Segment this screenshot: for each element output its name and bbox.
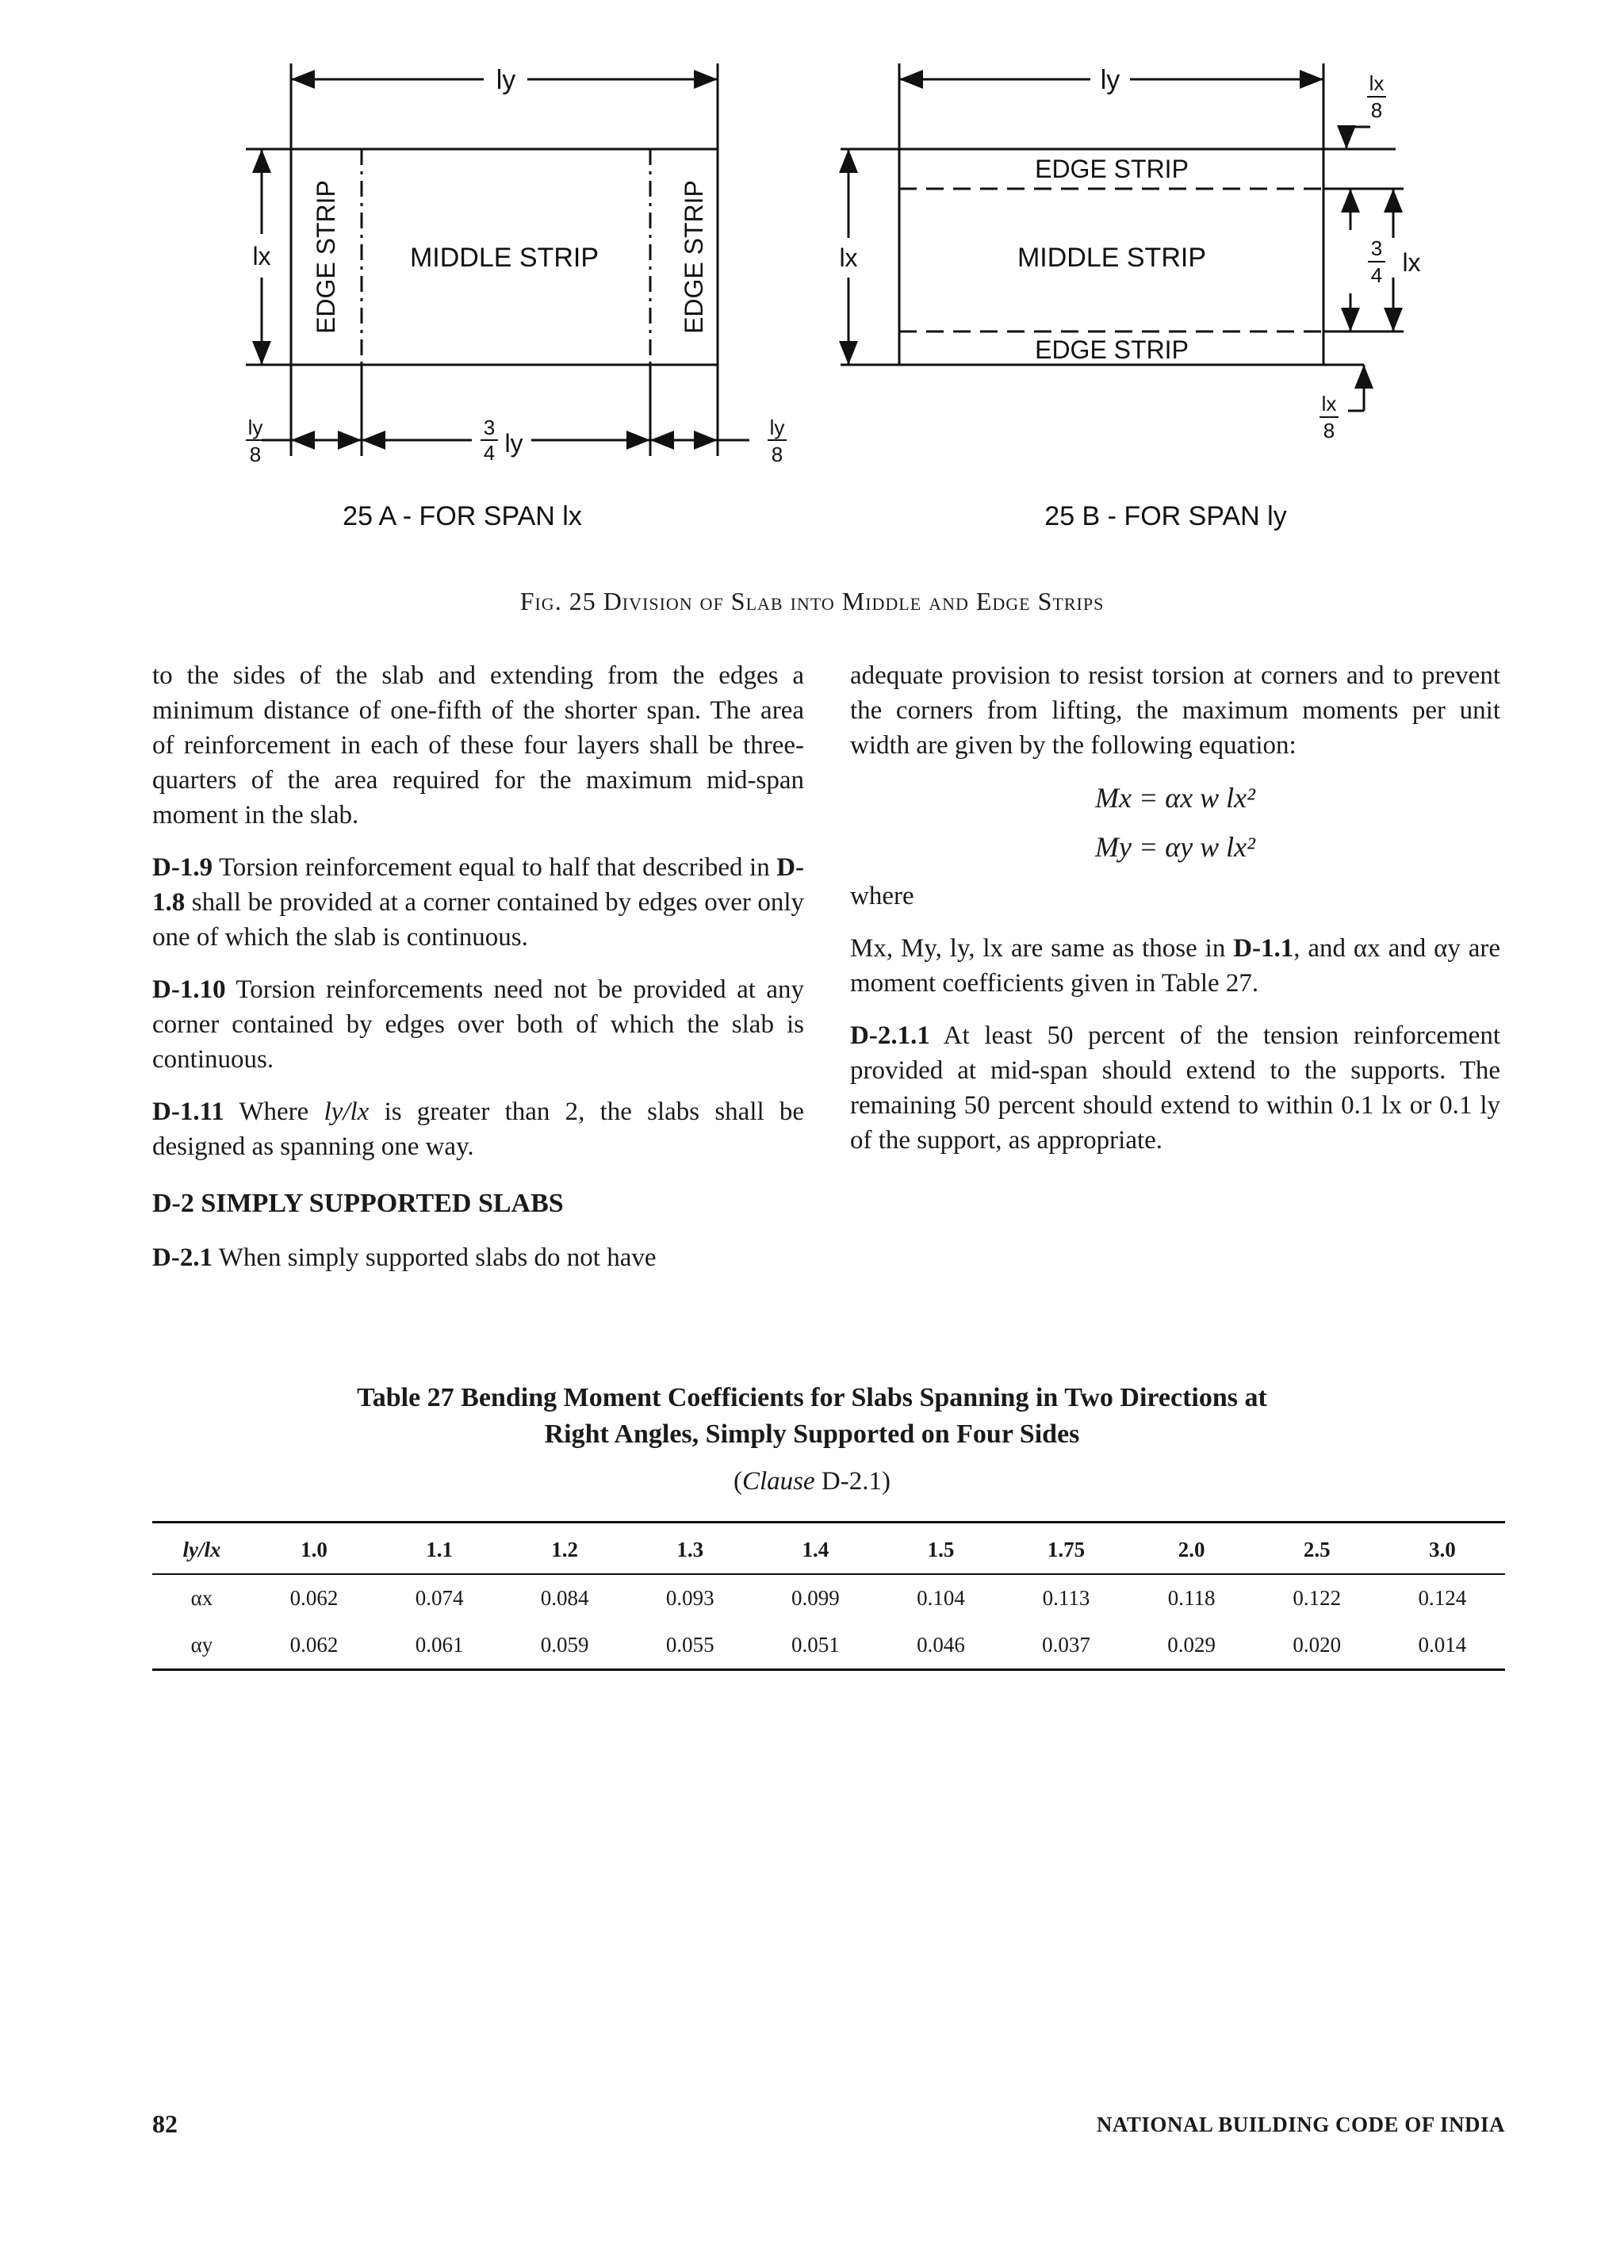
frac-4-b: 4: [1370, 263, 1383, 287]
table-row: [152, 1574, 1505, 1622]
table-header-cell: 1.2: [551, 1538, 579, 1561]
table-cell: 0.099: [791, 1586, 840, 1610]
left-column: [152, 658, 804, 1293]
middle-strip-label-b: MIDDLE STRIP: [1017, 243, 1207, 273]
table-header-cell: 1.1: [426, 1538, 453, 1561]
clause-d-2-1: [152, 1240, 804, 1275]
section-heading-d-2: D-2 SIMPLY SUPPORTED SLABS: [152, 1189, 564, 1218]
where-label: where: [850, 882, 914, 910]
table-title: [0, 1380, 1624, 1453]
publication-title: NATIONAL BUILDING CODE OF INDIA: [1096, 2113, 1505, 2136]
clause-d-2-1-1: [850, 1018, 1500, 1158]
table-cell: 0.118: [1167, 1586, 1216, 1610]
table-row: [152, 1622, 1505, 1670]
table-cell: 0.014: [1418, 1633, 1467, 1657]
equation-my: My = αy w lx²: [1095, 831, 1255, 863]
coefficient-table: [152, 1521, 1505, 1671]
definition-text-continued: , and αx and αy are moment coefficients given in Table 27.: [850, 934, 1501, 998]
table-header-cell: 1.4: [802, 1538, 829, 1561]
clause-ref: D-2.1: [821, 1467, 882, 1496]
clause-number: D-2.1: [152, 1243, 213, 1272]
table-cell: αy: [190, 1633, 213, 1657]
figure-caption: Fig. 25 Division of Slab into Middle and Edge Strips: [519, 587, 1105, 615]
ly-label-b: ly: [1100, 65, 1120, 95]
ly8-num-a-right: ly: [769, 416, 785, 439]
table-cell: 0.122: [1293, 1586, 1342, 1610]
clause-d-1-9: [152, 850, 804, 955]
lx8-den-b-bottom: 8: [1323, 419, 1335, 442]
equation-mx: Mx = αx w lx²: [1095, 782, 1255, 814]
table-cell: 0.055: [665, 1633, 714, 1657]
table-cell: αx: [190, 1586, 213, 1610]
clause-where: Where: [239, 1098, 309, 1126]
frac-3-a: 3: [483, 416, 496, 439]
definition-text: Mx, My, ly, lx are same as those in: [850, 934, 1226, 963]
edge-strip-label-a-right: EDGE STRIP: [680, 180, 708, 334]
table-cell: 0.113: [1042, 1586, 1090, 1610]
table-cell: 0.093: [665, 1586, 714, 1610]
clause-reference: D-1.8: [152, 853, 805, 917]
lx-label-a: lx: [252, 242, 271, 270]
clause-text: Torsion reinforcements need not be provided at any corner contained by edges over both of which the slab is continuous.: [152, 975, 804, 1074]
frac-3-b: 3: [1370, 236, 1383, 260]
lx8-den-b-top: 8: [1370, 98, 1383, 122]
ly-label-a: ly: [496, 65, 516, 95]
edge-strip-label-b-bottom: EDGE STRIP: [1035, 335, 1189, 364]
table-header-cell: 1.3: [676, 1538, 704, 1561]
table-cell: 0.029: [1167, 1633, 1216, 1657]
clause-text-continued: shall be provided at a corner contained by edges over only one of which the slab is continuous.: [152, 888, 805, 952]
table-cell: 0.051: [791, 1633, 840, 1657]
table-header-cell: 2.0: [1178, 1538, 1205, 1561]
clause-text: At least 50 percent of the tension reinforcement provided at mid-span should extend to the supports. The remaining 50 percent should extend to within 0.1 lx or 0.1 ly of the support, as appropriate.: [850, 1021, 1501, 1155]
frac-4-a: 4: [483, 441, 496, 465]
table-title-line-1: Table 27 Bending Moment Coefficients for Slabs Spanning in Two Directions at: [357, 1383, 1267, 1412]
clause-number: D-1.9: [152, 853, 213, 882]
table-header-row: [152, 1523, 1505, 1575]
figure-25a-label: 25 A - FOR SPAN lx: [343, 501, 582, 531]
ly8-den-a-left: 8: [249, 442, 262, 466]
edge-strip-label-a-left: EDGE STRIP: [312, 180, 340, 334]
table-cell: 0.104: [917, 1586, 965, 1610]
table-clause-reference: (Clause D-2.1): [733, 1467, 891, 1496]
table-cell: 0.046: [917, 1633, 965, 1657]
table-cell: 0.062: [289, 1633, 339, 1657]
table-header-cell: 3.0: [1429, 1538, 1456, 1561]
clause-word: Clause: [742, 1467, 815, 1496]
table-cell: 0.059: [540, 1633, 589, 1657]
clause-number: D-1.10: [152, 975, 226, 1004]
table-header-cell: 1.0: [301, 1538, 327, 1561]
table-header-cell: 1.75: [1047, 1538, 1086, 1561]
paragraph-continuation: to the sides of the slab and extending from the edges a minimum distance of one-fifth of the shorter span. The area of reinforcement in each of these four layers shall be three-quarters of the area required for the maximum mid-span moment in the slab.: [152, 661, 804, 829]
clause-d-1-10: [152, 972, 804, 1077]
clause-number: D-1.11: [152, 1098, 224, 1126]
table-cell: 0.124: [1418, 1586, 1467, 1610]
ly8-num-a-left: ly: [247, 416, 263, 439]
table-cell: 0.037: [1042, 1633, 1090, 1657]
lx-small-b: lx: [1402, 248, 1421, 277]
lx-label-b: lx: [839, 243, 858, 272]
ly-small-a: ly: [504, 429, 523, 458]
clause-text: When simply supported slabs do not have: [218, 1243, 657, 1272]
clause-text: Torsion reinforcement equal to half that described in: [218, 853, 770, 882]
clause-text: is greater than 2, the slabs shall be designed as spanning one way.: [152, 1098, 805, 1161]
paragraph-continuation: adequate provision to resist torsion at corners and to prevent the corners from lifting, the maximum moments per unit width are given by the following equation:: [850, 661, 1500, 760]
symbol-definitions: [850, 931, 1500, 1001]
lx8-num-b-top: lx: [1369, 71, 1385, 95]
page-number: 82: [152, 2109, 178, 2138]
clause-number: D-2.1.1: [850, 1021, 930, 1050]
clause-reference: D-1.1: [1233, 934, 1294, 963]
table-cell: 0.084: [540, 1586, 589, 1610]
table-cell: 0.020: [1293, 1633, 1342, 1657]
table-cell: 0.061: [415, 1633, 464, 1657]
table-cell: 0.074: [415, 1586, 464, 1610]
span-ratio: ly/lx: [324, 1098, 370, 1126]
ly8-den-a-right: 8: [771, 442, 783, 466]
figure-25b-label: 25 B - FOR SPAN ly: [1044, 501, 1287, 531]
right-column: [850, 658, 1500, 1175]
table-cell: 0.062: [289, 1586, 339, 1610]
table-header-cell: 1.5: [927, 1538, 955, 1561]
middle-strip-label-a: MIDDLE STRIP: [409, 243, 599, 273]
table-header-cell: ly/lx: [182, 1538, 221, 1561]
edge-strip-label-b-top: EDGE STRIP: [1035, 155, 1189, 183]
figure-25: [0, 0, 1624, 571]
table-title-line-2: Right Angles, Simply Supported on Four Sides: [544, 1419, 1080, 1449]
lx8-num-b-bottom: lx: [1321, 392, 1337, 416]
clause-d-1-11: [152, 1094, 804, 1164]
table-header-cell: 2.5: [1303, 1538, 1331, 1561]
